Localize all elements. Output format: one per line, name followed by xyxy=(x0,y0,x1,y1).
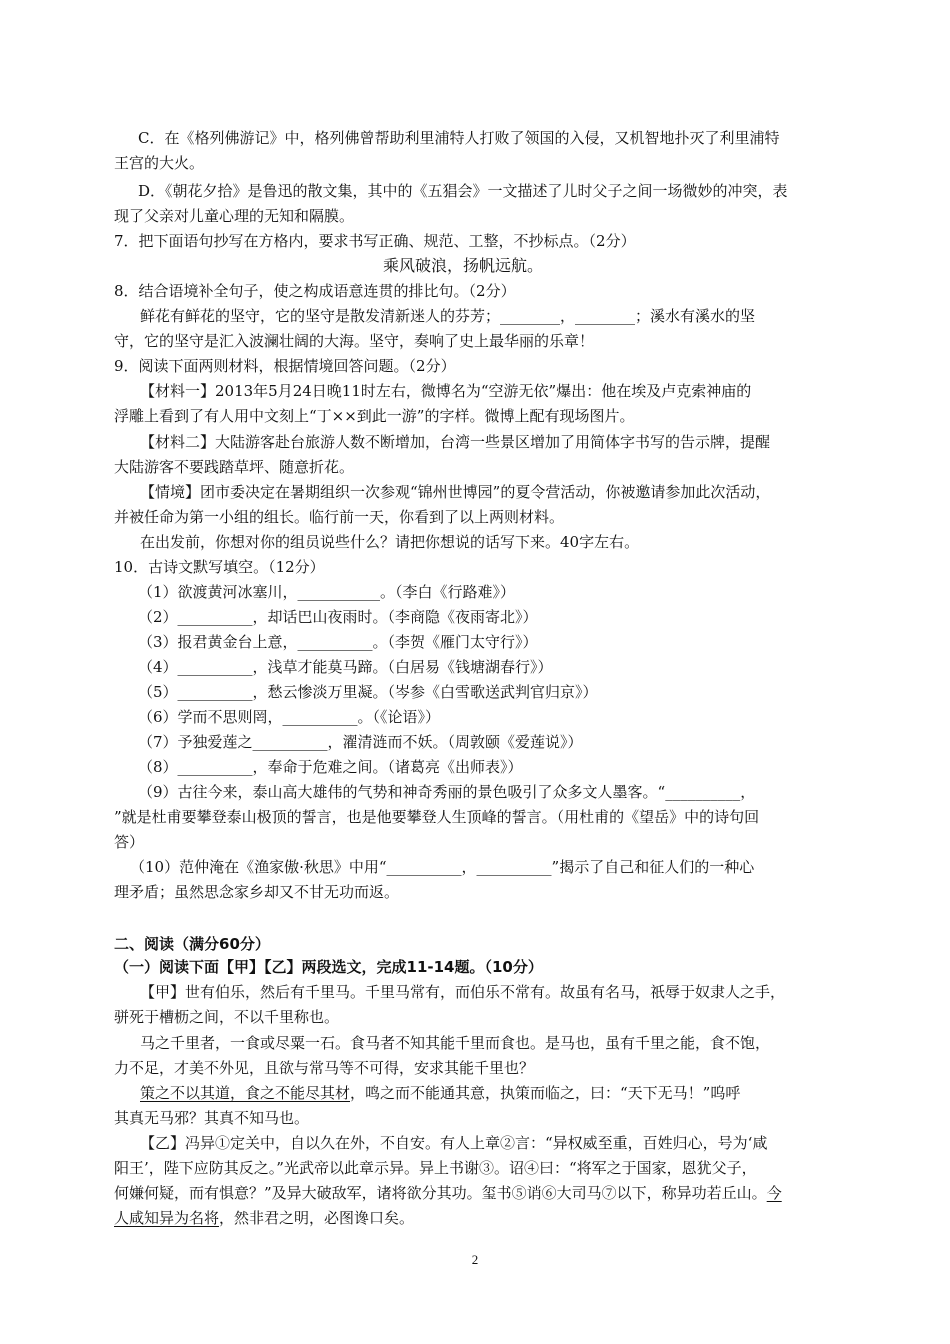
section-2-title: 二、阅读（满分60分） xyxy=(114,935,270,953)
passage-jia-p3-line2: 其真无马邪？其真不知马也。 xyxy=(114,1109,310,1127)
q9-stem: 9．阅读下面两则材料，根据情境回答问题。（2分） xyxy=(114,357,456,375)
q10-item: （3）报君黄金台上意，__________。（李贺《雁门太守行》） xyxy=(138,633,538,651)
q9-material2-line1: 【材料二】大陆游客赴台旅游人数不断增加，台湾一些景区增加了用简体字书写的告示牌，提醒 xyxy=(140,433,771,451)
q6-option-d-line1: D．《朝花夕拾》是鲁迅的散文集，其中的《五猖会》一文描述了儿时父子之间一场微妙的冲突，表 xyxy=(138,182,788,200)
passage-text: 何嫌何疑，而有惧意？”及异大破敌军，诸将欲分其功。玺书⑤诮⑥大司马⑦以下，称异功若丘山。 xyxy=(114,1184,767,1202)
passage-text: ，然非君之明，必图谗口矣。 xyxy=(219,1209,415,1227)
q10-item9-line2: ”就是杜甫要攀登泰山极顶的誓言，也是他要攀登人生顶峰的誓言。（用杜甫的《望岳》中的诗句回 xyxy=(114,808,760,826)
passage-jia-p2-line2: 力不足，才美不外见，且欲与常马等不可得，安求其能千里也？ xyxy=(114,1059,535,1077)
q9-material2-line2: 大陆游客不要践踏草坪、随意折花。 xyxy=(114,458,355,476)
q6-option-c-line1: C．在《格列佛游记》中，格列佛曾帮助利里浦特人打败了领国的入侵，又机智地扑灭了利里浦特 xyxy=(138,129,780,147)
q10-item: （6）学而不思则罔，__________。（《论语》） xyxy=(138,708,441,726)
underlined-sentence: 今 xyxy=(766,1184,782,1202)
q6-option-d-line2: 现了父亲对儿童心理的无知和隔膜。 xyxy=(114,207,355,225)
passage-text: ，鸣之而不能通其意，执策而临之，曰：“天下无马！”呜呼 xyxy=(350,1084,741,1102)
q10-item: （4）__________，浅草才能莫马蹄。（白居易《钱塘湖春行》） xyxy=(138,658,553,676)
q8-text-line1: 鲜花有鲜花的坚守，它的坚守是散发清新迷人的芬芳；________，________；溪水有溪水的坚 xyxy=(140,307,756,325)
q9-material1-line1: 【材料一】2013年5月24日晚11时左右，微博名为“空游无依”爆出：他在埃及卢克索神庙的 xyxy=(140,382,752,400)
underlined-sentence: 策之不以其道，食之不能尽其材 xyxy=(140,1084,351,1102)
q10-item10-line1: （10）范仲淹在《渔家傲·秋思》中用“__________，__________”揭示了自己和征人们的一种心 xyxy=(130,858,755,876)
q9-situation-line2: 并被任命为第一小组的组长。临行前一天，你看到了以上两则材料。 xyxy=(114,508,565,526)
passage-jia-p3-line1 xyxy=(140,1083,740,1103)
passage-jia-p1-line1: 【甲】世有伯乐，然后有千里马。千里马常有，而伯乐不常有。故虽有名马，祇辱于奴隶人之手， xyxy=(140,983,786,1001)
q10-item: （5）__________，愁云惨淡万里凝。（岑参《白雪歌送武判官归京》） xyxy=(138,683,598,701)
q9-situation-line1: 【情境】团市委决定在暑期组织一次参观“锦州世博园”的夏令营活动，你被邀请参加此次活动， xyxy=(140,483,771,501)
q10-item: （2）__________，却话巴山夜雨时。（李商隐《夜雨寄北》） xyxy=(138,608,538,626)
q7-stem: 7．把下面语句抄写在方格内，要求书写正确、规范、工整，不抄标点。（2分） xyxy=(114,232,636,250)
passage-jia-p2-line1: 马之千里者，一食或尽粟一石。食马者不知其能千里而食也。是马也，虽有千里之能，食不饱， xyxy=(140,1034,771,1052)
page-number: 2 xyxy=(471,1252,479,1267)
q9-material1-line2: 浮雕上看到了有人用中文刻上“丁××到此一游”的字样。微博上配有现场图片。 xyxy=(114,407,635,425)
q7-sentence: 乘风破浪，扬帆远航。 xyxy=(383,256,544,275)
q6-option-c-line2: 王宫的大火。 xyxy=(114,154,205,172)
passage-yi-line2: 阳王’，陛下应防其反之。”光武帝以此章示异。异上书谢③。诏④曰：“将军之于国家，恩犹父子， xyxy=(114,1159,757,1177)
underlined-sentence: 人咸知异为名将 xyxy=(114,1209,220,1227)
q10-item9-line1: （9）古往今来，泰山高大雄伟的气势和神奇秀丽的景色吸引了众多文人墨客。“__________， xyxy=(138,783,756,801)
passage-jia-p1-line2: 骈死于槽枥之间，不以千里称也。 xyxy=(114,1008,340,1026)
passage-yi-line1: 【乙】冯异①定关中，自以久在外，不自安。有人上章②言：“异权威至重，百姓归心，号为‘咸 xyxy=(140,1134,768,1152)
q8-text-line2: 守，它的坚守是汇入波澜壮阔的大海。坚守，奏响了史上最华丽的乐章！ xyxy=(114,332,595,350)
q10-item: （1）欲渡黄河冰塞川，___________。（李白《行路难》） xyxy=(138,583,516,601)
q10-item9-line3: 答） xyxy=(114,833,145,851)
q9-question: 在出发前，你想对你的组员说些什么？请把你想说的话写下来。40字左右。 xyxy=(140,533,640,551)
section-2-subtitle: （一）阅读下面【甲】【乙】两段选文，完成11-14题。（10分） xyxy=(114,958,543,976)
q10-item: （7）予独爱莲之__________，濯清涟而不妖。（周敦颐《爱莲说》） xyxy=(138,733,583,751)
q10-stem: 10．古诗文默写填空。（12分） xyxy=(114,558,325,576)
passage-yi-line4 xyxy=(114,1208,414,1228)
passage-yi-line3 xyxy=(114,1183,782,1203)
q10-item: （8）__________，奉命于危难之间。（诸葛亮《出师表》） xyxy=(138,758,523,776)
q8-stem: 8．结合语境补全句子，使之构成语意连贯的排比句。（2分） xyxy=(114,282,516,300)
q10-item10-line2: 理矛盾；虽然思念家乡却又不甘无功而返。 xyxy=(114,883,400,901)
